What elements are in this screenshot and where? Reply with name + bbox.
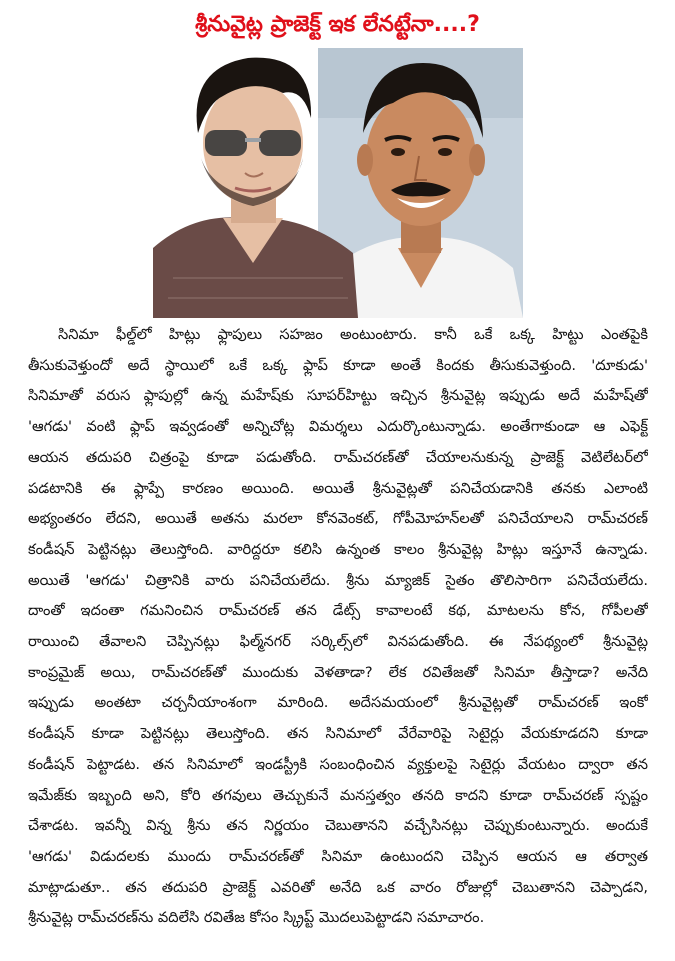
article-line: 'ఆగడు' వంటి ఫ్లాప్ ఇవ్వడంతో అన్నిచోట్ల విమర్శలు ఎదుర్కొంటున్నాడు. అంతేగాకుండా ఆ ఎఫెక్ట్ bbox=[28, 418, 648, 436]
article-line: శ్రీనువైట్ల రామ్‌చరణ్‌ను వదిలేసి రవితేజ కోసం స్క్రిప్ట్ మొదలుపెట్టాడని సమాచారం. bbox=[28, 909, 485, 927]
article-line: ఇప్పుడు అంతటా చర్చనీయాంశంగా మారింది. అదేసమయంలో శ్రీనువైట్లతో రామ్‌చరణ్ ఇంకో bbox=[28, 694, 648, 712]
article-line: ఇమేజ్‌కు ఇబ్బంది అని, కోరి తగవులు తెచ్చుకునే మనస్తత్వం తనది కాదని కూడా రామ్‌చరణ్ స్పష్టం bbox=[28, 786, 648, 804]
article-line: రాయించి తేవాలని చెప్పినట్లు ఫిల్మ్‌నగర్ సర్కిల్స్‌లో వినపడుతోంది. ఈ నేపథ్యంలో శ్రీనువైట్ల bbox=[28, 633, 648, 651]
article-line: సినిమా ఫీల్డ్‌లో హిట్లు ఫ్లాపులు సహజం అంటుంటారు. కానీ ఒకే ఒక్క హిట్టు ఎంతపైకి bbox=[58, 326, 648, 343]
article-photo bbox=[153, 48, 523, 318]
article-line: చేశాడట. ఇవన్నీ విన్న శ్రీను తన నిర్ణయం చెబుతానని వచ్చేసినట్లు చెప్పుకుంటున్నారు. అందుకే bbox=[28, 817, 648, 835]
photo-collage bbox=[153, 48, 523, 318]
article-line: కండీషన్ కూడా పెట్టినట్లు తెలుస్తోంది. తన సినిమాలో వేరేవారిపై సెటైర్లు వేయకూడదని కూడా bbox=[28, 725, 648, 743]
article-line: సినిమాతో వరుస ఫ్లాపుల్లో ఉన్న మహేష్‌కు సూపర్‌హిట్టు ఇచ్చిన శ్రీనువైట్ల ఇప్పుడు అదే మహేష్‌తో bbox=[28, 387, 648, 405]
article-line: ఆయన తదుపరి చిత్రంపై కూడా పడుతోంది. రామ్‌చరణ్‌తో చేయాలనుకున్న ప్రాజెక్ట్ వెటిలేటర్‌లో bbox=[28, 448, 648, 466]
article-line: కండీషన్ పెట్టాడట. తన సినిమాలో ఇండస్ట్రీకి సంబంధించిన వ్యక్తులపై సెటైర్లు వేయటం ద్వారా తన bbox=[28, 755, 648, 773]
article-line: అయితే 'ఆగడు' చిత్రానికి వారు పనిచేయలేదు. శ్రీను మ్యాజిక్ సైతం తొలిసారిగా పనిచేయలేదు. bbox=[28, 571, 648, 589]
article-line: తీసుకువెళ్తుందో అదే స్థాయిలో ఒకే ఒక్క ఫ్లాప్ కూడా అంతే కిందకు తీసుకువెళ్తుంది. 'దూకుడు' bbox=[28, 356, 648, 374]
article-line: 'ఆగడు' విడుదలకు ముందు రామ్‌చరణ్‌తో సినిమా ఉంటుందని చెప్పిన ఆయన ఆ తర్వాత bbox=[28, 847, 648, 865]
article-body bbox=[28, 320, 648, 934]
article-line: మాట్లాడుతూ.. తన తదుపరి ప్రాజెక్ట్ ఎవరితో అనేది ఒక వారం రోజుల్లో చెబుతానని చెప్పాడని, bbox=[28, 878, 648, 896]
headline: శ్రీనువైట్ల ప్రాజెక్ట్ ఇక లేనట్టేనా....? bbox=[195, 12, 480, 37]
article-line: అభ్యంతరం లేదని, అయితే అతను మరలా కోనవెంకట్, గోపీమోహన్‌లతో పనిచేయాలని రామ్‌చరణ్ bbox=[28, 510, 648, 528]
article-line: పడటానికి ఈ ఫ్లాప్పే కారణం అయింది. అయితే శ్రీనువైట్లతో పనిచేయడానికి తనకు ఎలాంటి bbox=[28, 479, 648, 497]
article-line: కాంప్రమైజ్ అయి, రామ్‌చరణ్‌తో ముందుకు వెళతాడా? లేక రవితేజతో సినిమా తీస్తాడా? అనేది bbox=[28, 663, 648, 681]
article-line: కండీషన్ పెట్టినట్లు తెలుస్తోంది. వారిద్దరూ కలిసి ఉన్నంత కాలం శ్రీనువైట్ల హిట్లు ఇస్తూనే ఉన్నాడు. bbox=[28, 540, 648, 558]
article-line: దాంతో ఇదంతా గమనించిన రామ్‌చరణ్ తన డేట్స్ కావాలంటే కథ, మాటలను కోన, గోపీలతో bbox=[28, 602, 648, 620]
